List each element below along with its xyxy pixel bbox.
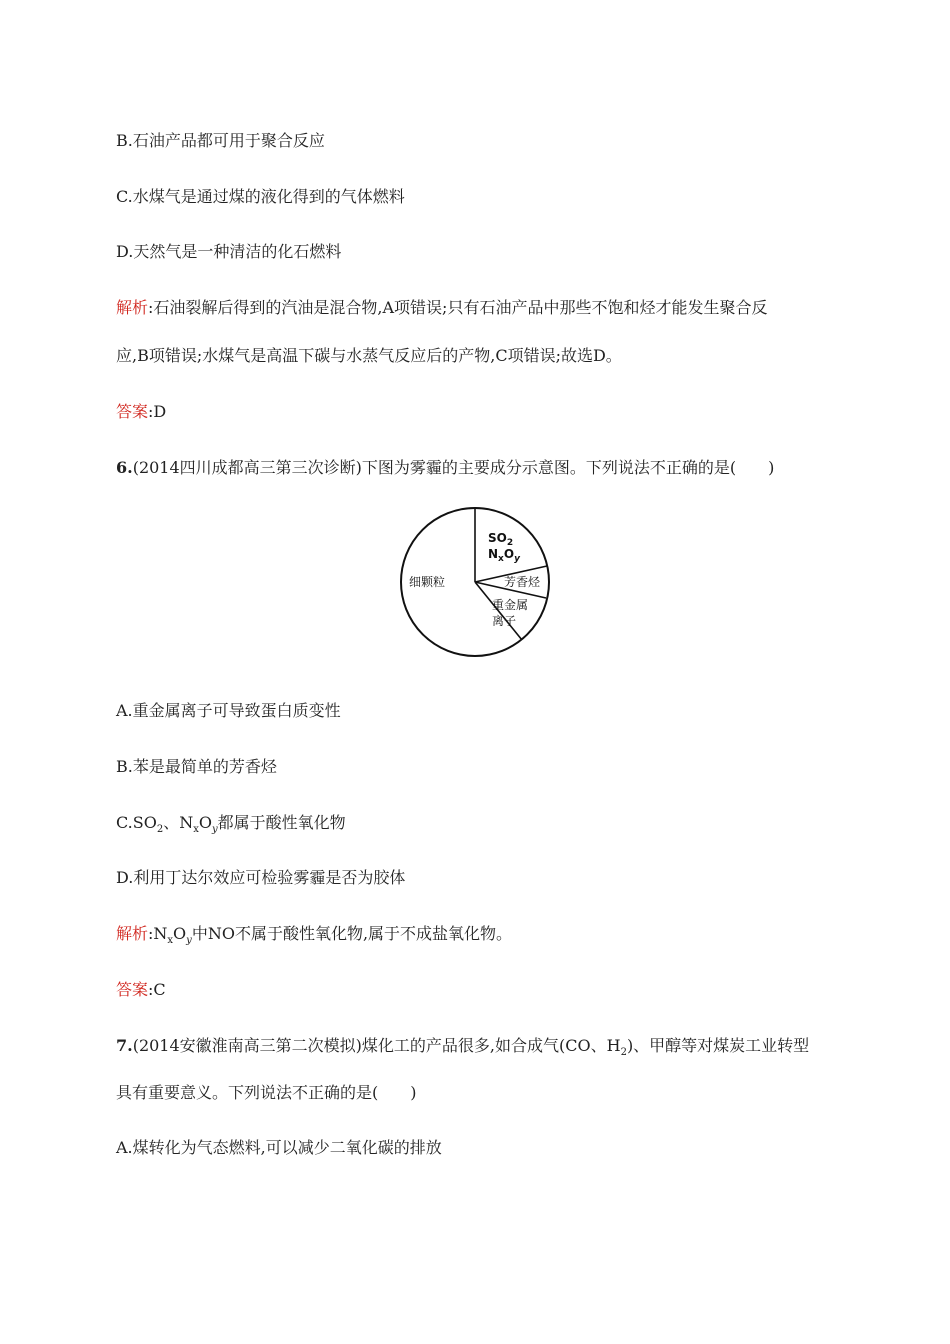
analysis-text: :N (148, 924, 168, 943)
subscript: x (193, 824, 199, 836)
analysis-label: 解析 (116, 298, 149, 317)
label-heavy-metal-line2: 离子 (492, 614, 517, 628)
option-c-text: O (198, 813, 212, 832)
label-nxoy: $N_xO_y$ (488, 547, 520, 564)
q5-analysis-line2: 应,B项错误;水煤气是高温下碳与水蒸气反应后的产物,C项错误;故选D。 (116, 346, 622, 365)
analysis-text: :石油裂解后得到的汽油是混合物,A项错误;只有石油产品中那些不饱和烃才能发生聚合反 (148, 298, 768, 317)
q6-answer (116, 979, 840, 1001)
question-number: 6. (116, 458, 133, 477)
option-c-text: C.SO (116, 813, 157, 832)
question-stem: (2014四川成都高三第三次诊断)下图为雾霾的主要成分示意图。下列说法不正确的是( ) (132, 458, 775, 477)
q6-option-a: A.重金属离子可导致蛋白质变性 (116, 701, 341, 720)
option-c-text: 、N (163, 813, 194, 832)
q7-stem-line2: 具有重要意义。下列说法不正确的是( ) (116, 1083, 417, 1102)
subscript: 2 (620, 1047, 627, 1059)
answer-value: :C (148, 980, 166, 999)
subscript: y (212, 824, 218, 836)
q5-option-c: C.水煤气是通过煤的液化得到的气体燃料 (116, 187, 405, 206)
question-stem: (2014安徽淮南高三第二次模拟)煤化工的产品很多,如合成气(CO、H (132, 1036, 621, 1055)
q5-answer (116, 401, 840, 423)
q5-option-b: B.石油产品都可用于聚合反应 (116, 131, 325, 150)
q6-option-b: B.苯是最简单的芳香烃 (116, 757, 277, 776)
q6-option-c (116, 812, 840, 841)
q7-stem-line1 (116, 1035, 840, 1064)
analysis-text: 中NO不属于酸性氧化物,属于不成盐氧化物。 (191, 924, 513, 943)
answer-value: :D (148, 402, 167, 421)
answer-label: 答案 (116, 402, 149, 421)
analysis-text: O (173, 924, 187, 943)
q6-analysis (116, 923, 840, 952)
label-heavy-metal-line1: 重金属 (492, 598, 529, 612)
analysis-label: 解析 (116, 924, 149, 943)
question-number: 7. (116, 1036, 133, 1055)
q5-analysis-line1 (116, 297, 840, 319)
label-so2: $SO_2$ (488, 531, 514, 548)
question-stem: )、甲醇等对煤炭工业转型 (626, 1036, 810, 1055)
subscript: y (186, 935, 192, 947)
label-fine-particles: 细颗粒 (409, 575, 446, 589)
smog-composition-diagram (398, 504, 552, 660)
option-c-text: 都属于酸性氧化物 (217, 813, 346, 832)
q6-stem (116, 457, 840, 479)
q7-option-a: A.煤转化为气态燃料,可以减少二氧化碳的排放 (116, 1138, 442, 1157)
q5-option-d: D.天然气是一种清洁的化石燃料 (116, 242, 342, 261)
subscript: 2 (156, 824, 164, 836)
q6-option-d: D.利用丁达尔效应可检验雾霾是否为胶体 (116, 868, 406, 887)
label-aromatic-hydrocarbons: 芳香烃 (504, 575, 541, 589)
answer-label: 答案 (116, 980, 149, 999)
subscript: x (167, 935, 174, 947)
